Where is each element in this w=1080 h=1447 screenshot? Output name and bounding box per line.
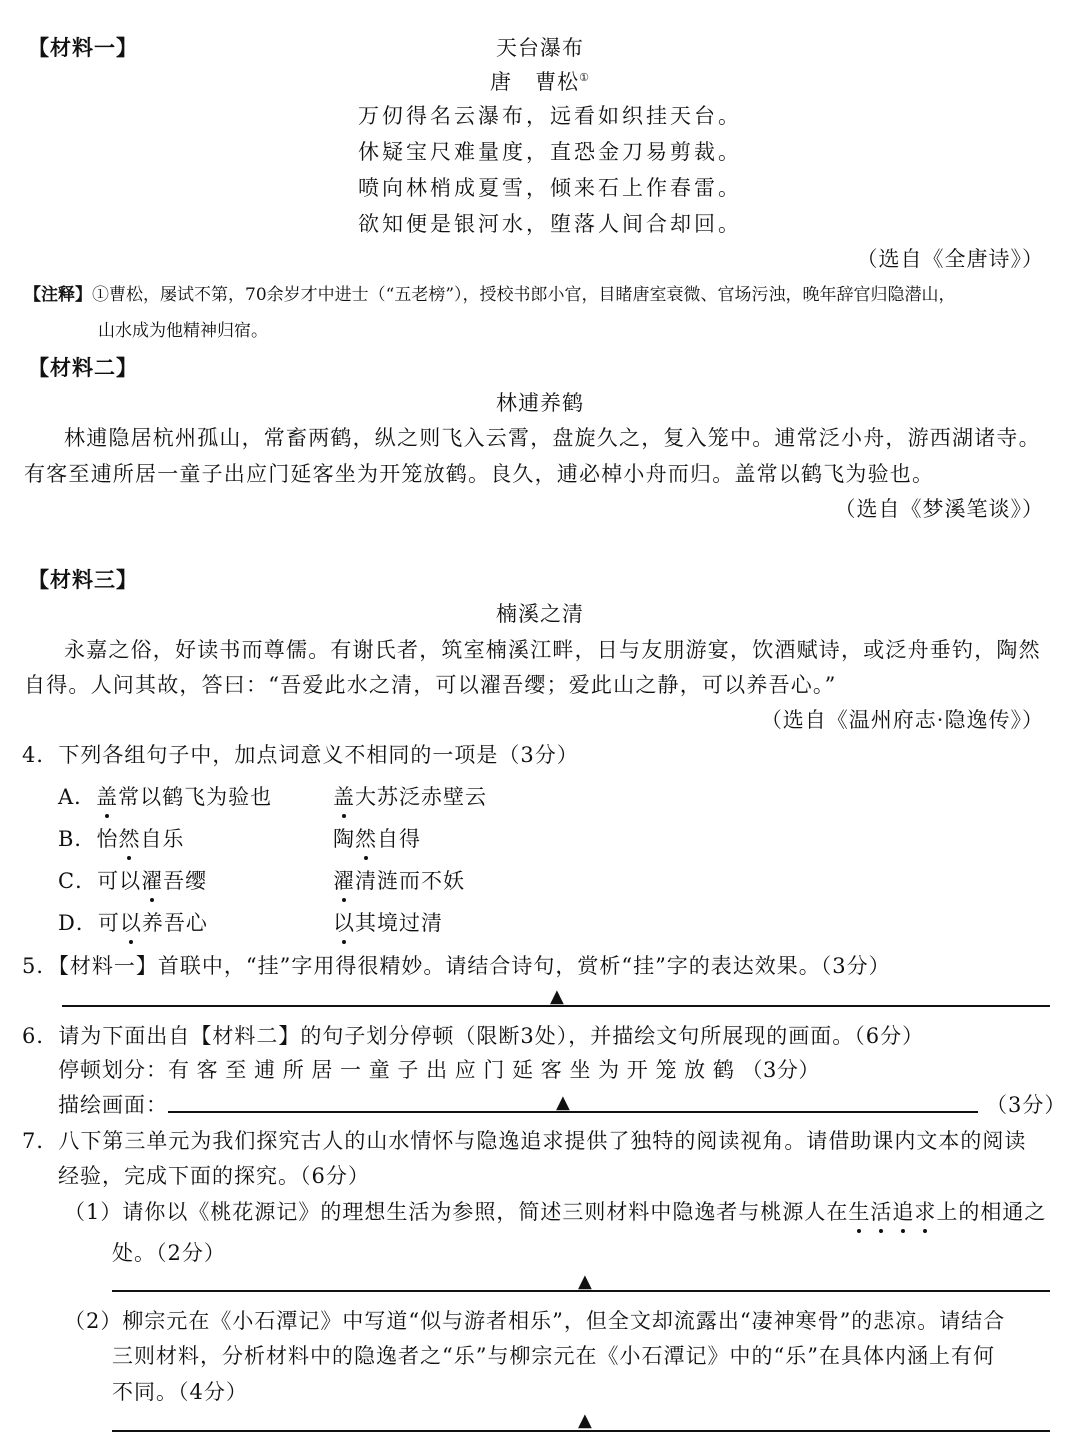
poem-line-2: 休疑宝尺难量度，直恐金刀易剪裁。 bbox=[358, 140, 742, 164]
material2-label: 【材料二】 bbox=[28, 355, 138, 380]
q4-option-a-right: 盖大苏泛赤壁云 bbox=[333, 781, 487, 811]
q7-sub2-answer-mark: ▲ bbox=[578, 1410, 592, 1431]
q7-sub1-answer-line[interactable] bbox=[112, 1290, 1050, 1292]
q5-answer-line[interactable] bbox=[62, 1005, 1050, 1007]
material2-text-2: 有客至逋所居一童子出应门延客坐为开笼放鹤。良久，逋必棹小舟而归。盖常以鹤飞为验也。 bbox=[24, 462, 935, 486]
q7-sub1-answer-mark: ▲ bbox=[578, 1271, 592, 1292]
q6-pause bbox=[58, 1054, 820, 1084]
q7-sub1-line1: （1）请你以《桃花源记》的理想生活为参照，简述三则材料中隐逸者与桃源人在生活追求上的相通之 bbox=[64, 1196, 1046, 1226]
q5-stem: 5．【材料一】首联中，“挂”字用得很精妙。请结合诗句，赏析“挂”字的表达效果。（3分） bbox=[22, 954, 891, 978]
q6-answer-line[interactable] bbox=[168, 1111, 978, 1113]
q7-stem-1: 7．八下第三单元为我们探究古人的山水情怀与隐逸追求提供了独特的阅读视角。请借助课内文本的阅读 bbox=[22, 1129, 1027, 1153]
material2-title: 林逋养鹤 bbox=[496, 391, 584, 415]
q4-option-c[interactable]: C．可以濯吾缨 bbox=[58, 865, 207, 895]
q6-describe-score: （3分） bbox=[986, 1093, 1067, 1117]
poem-line-3: 喷向林梢成夏雪，倾来石上作春雷。 bbox=[358, 176, 742, 200]
q5-answer-mark: ▲ bbox=[550, 986, 564, 1007]
material3-title: 楠溪之清 bbox=[496, 602, 584, 626]
q4-option-b-right: 陶然自得 bbox=[333, 823, 421, 853]
material3-source: （选自《温州府志·隐逸传》） bbox=[760, 708, 1044, 732]
material1-label: 【材料一】 bbox=[28, 35, 138, 60]
q7-sub2-line2: 三则材料，分析材料中的隐逸者之“乐”与柳宗元在《小石潭记》中的“乐”在具体内涵上有何 bbox=[112, 1344, 995, 1368]
material2-source: （选自《梦溪笔谈》） bbox=[834, 497, 1044, 521]
q7-sub2-answer-line[interactable] bbox=[112, 1430, 1050, 1432]
q6-describe-label: 描绘画面： bbox=[58, 1093, 168, 1117]
q7-sub2-line1: （2）柳宗元在《小石潭记》中写道“似与游者相乐”，但全文却流露出“凄神寒骨”的悲凉。请结合 bbox=[64, 1309, 1006, 1333]
material3-text-2: 自得。人问其故，答曰：“吾爱此水之清，可以濯吾缨；爱此山之静，可以养吾心。” bbox=[24, 673, 837, 697]
q6-pause-label: 停顿划分： bbox=[58, 1058, 168, 1082]
material1-author: 唐 曹松① bbox=[490, 70, 590, 94]
material1-source: （选自《全唐诗》） bbox=[856, 247, 1044, 271]
annotation-label: 【注释】 bbox=[24, 285, 92, 305]
q4-option-d-right: 以其境过清 bbox=[333, 907, 443, 937]
q4-stem: 4．下列各组句子中，加点词意义不相同的一项是（3分） bbox=[22, 743, 579, 767]
q6-answer-mark: ▲ bbox=[556, 1092, 570, 1113]
annotation-text: ①曹松，屡试不第，70余岁才中进士（“五老榜”），授校书郎小官，目睹唐室衰微、官场污浊，晚年辞官归隐潜山， bbox=[92, 285, 956, 305]
poem-line-1: 万仞得名云瀑布，远看如织挂天台。 bbox=[358, 104, 742, 128]
q4-option-a[interactable]: A．盖常以鹤飞为验也 bbox=[58, 781, 272, 811]
q7-sub2-line3: 不同。（4分） bbox=[112, 1380, 248, 1404]
annotation bbox=[24, 280, 956, 305]
poem-line-4: 欲知便是银河水，堕落人间合却回。 bbox=[358, 212, 742, 236]
annotation-line-2: 山水成为他精神归宿。 bbox=[98, 321, 268, 341]
q4-option-d[interactable]: D．可以养吾心 bbox=[58, 907, 208, 937]
q6-pause-text: 有 客 至 逋 所 居 一 童 子 出 应 门 延 客 坐 为 开 笼 放 鹤 （3分） bbox=[168, 1058, 820, 1082]
q6-stem: 6．请为下面出自【材料二】的句子划分停顿（限断3处），并描绘文句所展现的画面。（6分） bbox=[22, 1024, 925, 1048]
q7-sub1-line2: 处。（2分） bbox=[112, 1241, 226, 1265]
material3-label: 【材料三】 bbox=[28, 567, 138, 592]
q7-stem-2: 经验，完成下面的探究。（6分） bbox=[58, 1164, 370, 1188]
material2-text-1: 林逋隐居杭州孤山，常畜两鹤，纵之则飞入云霄，盘旋久之，复入笼中。逋常泛小舟，游西湖诸寺。 bbox=[64, 426, 1041, 450]
q4-option-b[interactable]: B．怡然自乐 bbox=[58, 823, 184, 853]
material1-title: 天台瀑布 bbox=[496, 36, 584, 60]
q4-option-c-right: 濯清涟而不妖 bbox=[333, 865, 465, 895]
material3-text-1: 永嘉之俗，好读书而尊儒。有谢氏者，筑室楠溪江畔，日与友朋游宴，饮酒赋诗，或泛舟垂钓，陶然 bbox=[64, 638, 1041, 662]
